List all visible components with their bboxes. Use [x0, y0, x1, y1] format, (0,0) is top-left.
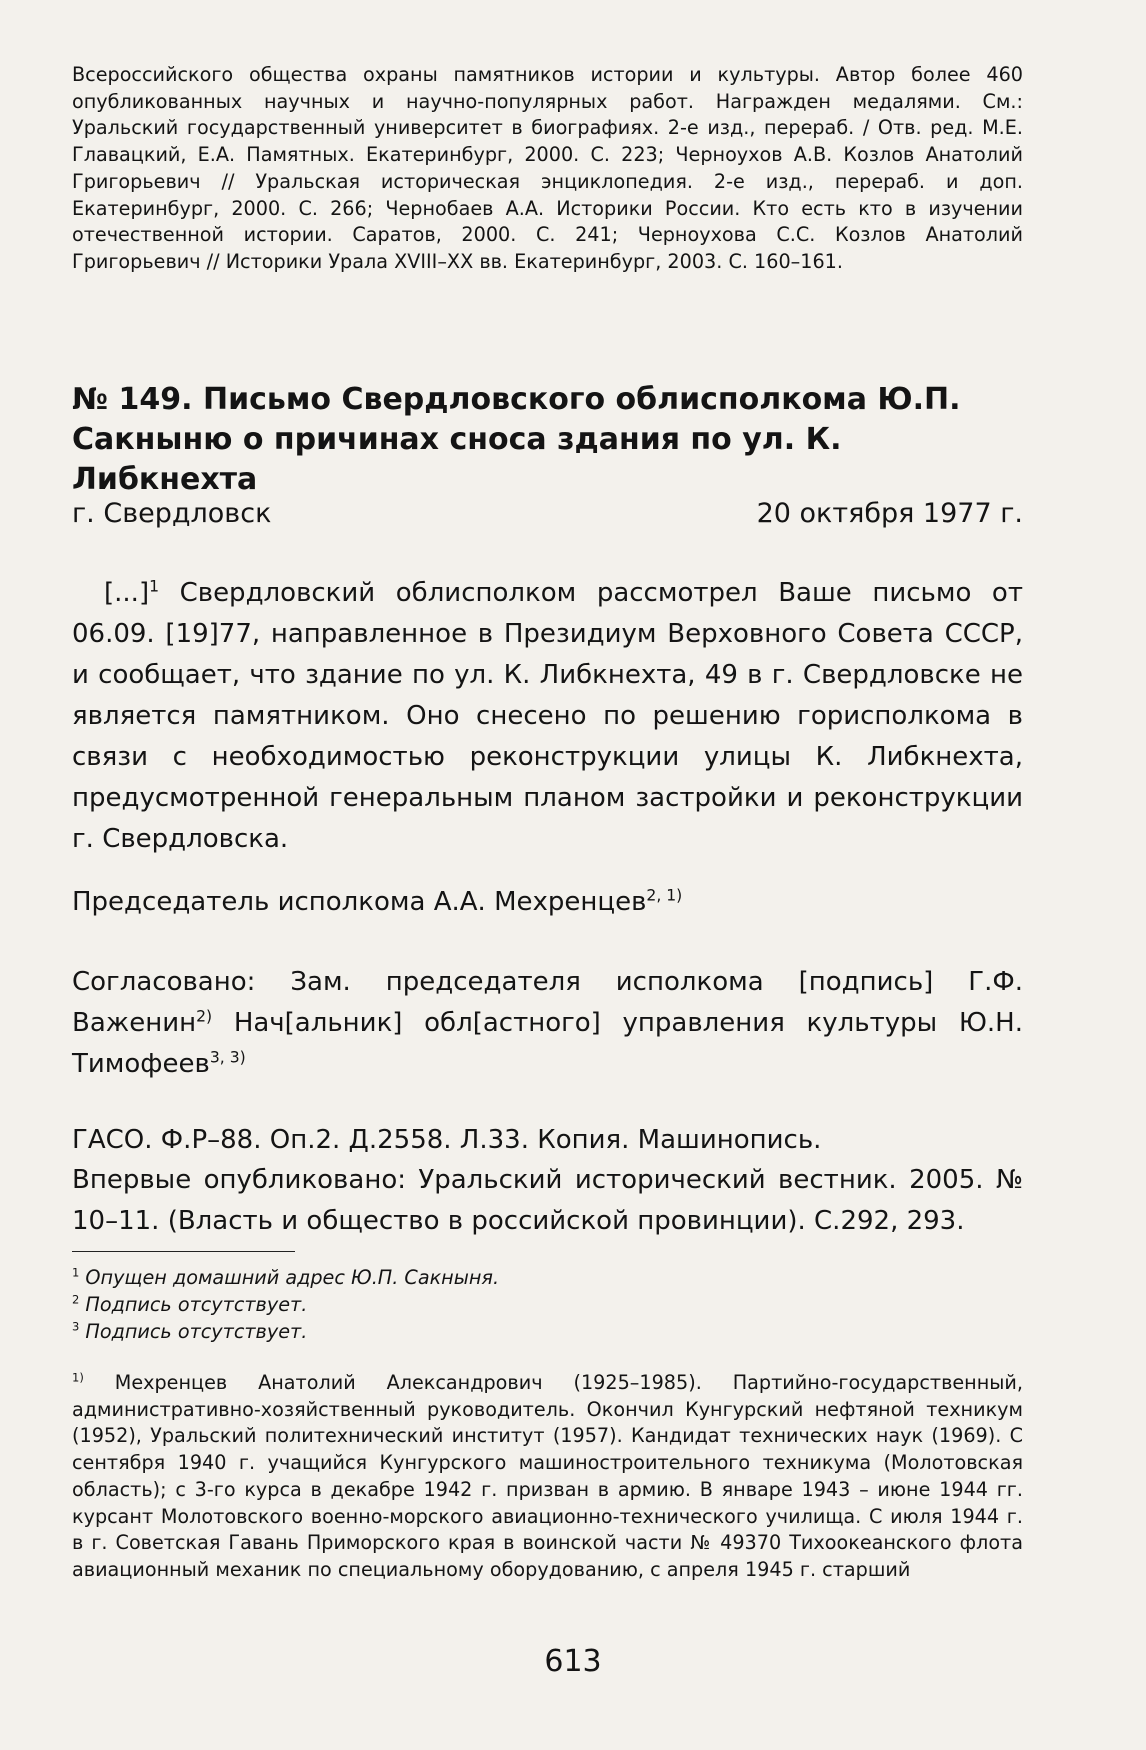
- intro-paragraph: Всероссийского общества охраны памятников истории и культуры. Автор более 460 опубликованных научных и научно-популярных работ. Награжден медалями. См.: Уральский государственный университет в биографиях. 2-е изд., перераб. / Отв. ред. М.Е. Главацкий, Е.А. Памятных. Екатеринбург, 2000. С. 223; Черноухов А.В. Козлов Анатолий Григорьевич // Уральская историческая энциклопедия. 2-е изд., перераб. и доп. Екатеринбург, 2000. С. 266; Чернобаев А.А. Историки России. Кто есть кто в изучении отечественной истории. Саратов, 2000. С. 241; Черноухова С.С. Козлов Анатолий Григорьевич // Историки Урала XVIII–XX вв. Екатеринбург, 2003. С. 160–161.: [72, 63, 1023, 273]
- biography-mark: 1): [72, 1370, 84, 1385]
- letter-body: [72, 573, 1023, 860]
- footnote-3-mark: 3: [72, 1319, 80, 1334]
- footnote-2-mark: 2: [72, 1292, 80, 1307]
- biography-note: [72, 1370, 1023, 1584]
- approval-ref-1: 2): [196, 1007, 213, 1026]
- footnote-2-text: Подпись отсутствует.: [79, 1293, 308, 1316]
- approval-text-1: Согласовано: Зам. председателя исполкома [подпись] Г.Ф. Важенин: [72, 967, 1023, 1038]
- letter-body-text: Свердловский облисполком рассмотрел Ваше письмо от 06.09. [19]77, направленное в Президиум Верховного Совета СССР, и сообщает, что здание по ул. К. Либкнехта, 49 в г. Свердловске не является памятником. Оно снесено по решению горисполкома в связи с необходимостью реконструкции улицы К. Либкнехта, предусмотренной генеральным планом застройки и реконструкции г. Свердловска.: [72, 578, 1023, 854]
- biography-text: Мехренцев Анатолий Александрович (1925–1985). Партийно-государственный, административно-хозяйственный руководитель. Окончил Кунгурский нефтяной техникум (1952), Уральский политехнический институт (1957). Кандидат технических наук (1969). С сентября 1940 г. учащийся Кунгурского машиностроительного техникума (Молотовская область); с 3-го курса в декабре 1942 г. призван в армию. В январе 1943 – июне 1944 гг. курсант Молотовского военно-морского авиационно-технического училища. С июля 1944 г. в г. Советская Гавань Приморского края в воинской части № 49370 Тихоокеанского флота авиационный механик по специальному оборудованию, с апреля 1945 г. старший: [72, 1371, 1023, 1581]
- signature-text: Председатель исполкома А.А. Мехренцев: [72, 887, 647, 917]
- approval-text-2: Нач[альник] обл[астного] управления культуры Ю.Н. Тимофеев: [72, 1008, 1023, 1079]
- footnote-1: [72, 1265, 1023, 1292]
- approval-ref-2: 3, 3): [209, 1048, 246, 1067]
- signature-refs: 2, 1): [646, 886, 683, 905]
- publication-source: Впервые опубликовано: Уральский исторический вестник. 2005. № 10–11. (Власть и общество в российской провинции). С.292, 293.: [72, 1165, 1023, 1236]
- footnote-1-text: Опущен домашний адрес Ю.П. Сакныня.: [79, 1266, 500, 1289]
- footnote-2: [72, 1292, 1023, 1319]
- signature-line: [72, 882, 1023, 923]
- omission-mark: [...]: [104, 578, 150, 608]
- footnote-divider: [72, 1251, 295, 1252]
- document-title: № 149. Письмо Свердловского облисполкома Ю.П. Сакныню о причинах сноса здания по ул. К. Либкнехта: [72, 382, 961, 497]
- footnote-3: [72, 1319, 1023, 1346]
- place-date-row: [72, 494, 1023, 534]
- footnote-ref-1: 1: [149, 577, 160, 596]
- document-place: г. Свердловск: [72, 498, 272, 529]
- approval-block: [72, 962, 1023, 1085]
- footnote-3-text: Подпись отсутствует.: [79, 1320, 308, 1343]
- page-number: 613: [544, 1644, 602, 1679]
- document-date: 20 октября 1977 г.: [756, 498, 1023, 529]
- footnote-1-mark: 1: [72, 1265, 80, 1280]
- archive-source: ГАСО. Ф.Р–88. Оп.2. Д.2558. Л.33. Копия. Машинопись.: [72, 1125, 822, 1155]
